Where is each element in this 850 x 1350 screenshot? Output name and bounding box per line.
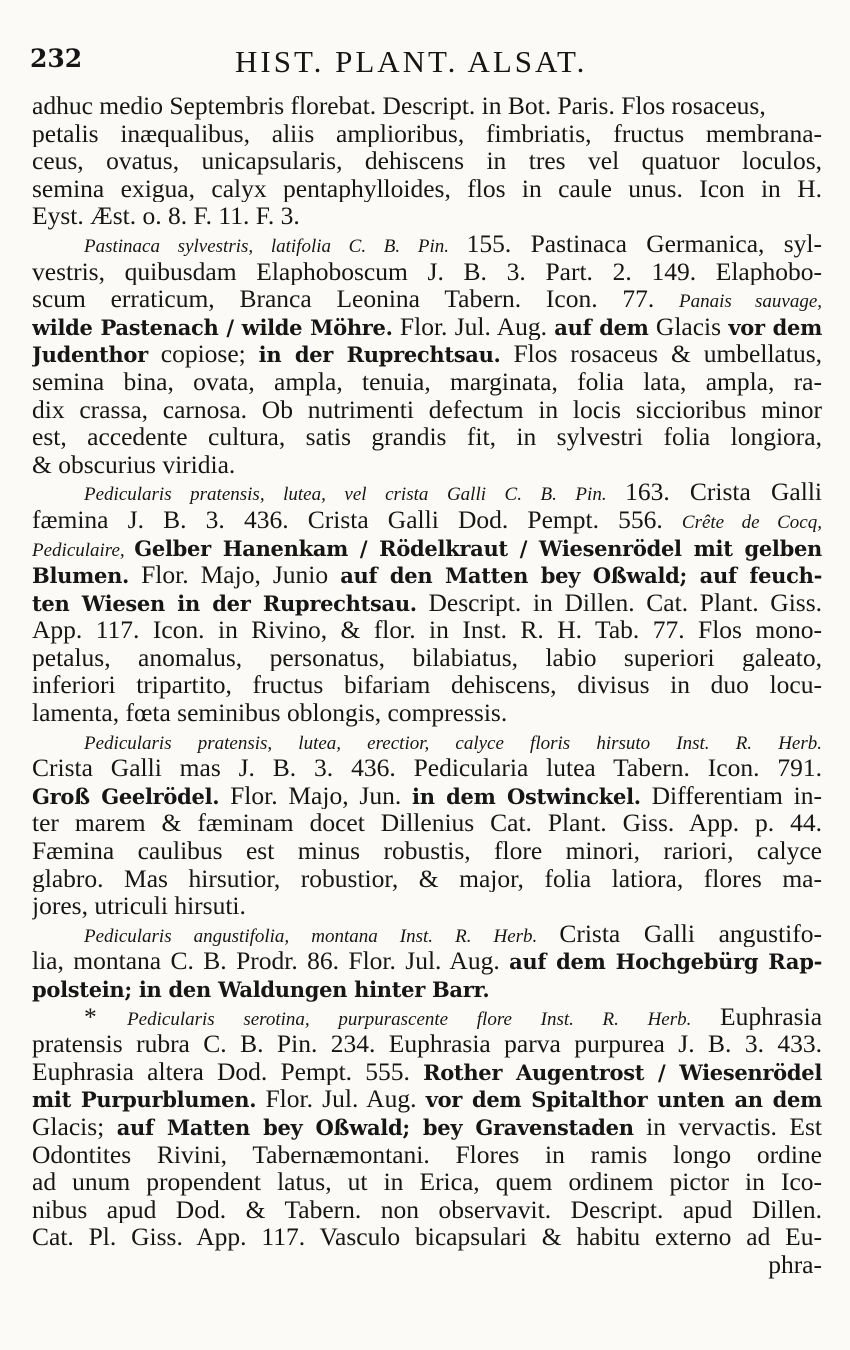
roman-run: semina exigua, calyx pentaphylloides, flos in caule unus. Icon in H. (32, 174, 822, 203)
roman-run: Euphrasia altera Dod. Pempt. 555. (32, 1057, 424, 1086)
roman-run: Eyst. Æst. o. 8. F. 11. F. 3. (32, 202, 300, 230)
text-line (32, 230, 822, 258)
roman-run: vestris, quibusdam Elaphoboscum J. B. 3. Part. 2. 149. Elaphobo- (32, 257, 822, 286)
text-line (32, 809, 822, 837)
text-line (32, 423, 822, 451)
fraktur-run: vor dem Spitalthor unten an dem (425, 1087, 822, 1113)
text-line (32, 396, 822, 424)
text-line (32, 534, 822, 562)
roman-run: Flor. Jul. Aug. (256, 1085, 426, 1113)
page-number: 232 (30, 44, 83, 73)
text-line (32, 1223, 822, 1251)
roman-run: Glacis; (32, 1112, 117, 1141)
roman-run: * (84, 1002, 128, 1031)
roman-run: phra- (768, 1250, 822, 1279)
fraktur-run: wilde Pastenach / wilde Möhre. (32, 314, 393, 340)
text-line (32, 1141, 822, 1169)
italic-run: Pastinaca sylvestris, latifolia C. B. Pin. (84, 235, 467, 257)
italic-run: Pedicularis pratensis, lutea, vel crista Galli C. B. Pin. (84, 484, 626, 506)
roman-run: Odontites Rivini, Tabernæmontani. Flores in ramis longo ordine (32, 1140, 822, 1169)
text-line (32, 1003, 822, 1031)
roman-run: lamenta, fœta seminibus oblongis, compressis. (32, 699, 508, 727)
text-line (32, 1251, 822, 1279)
text-line (32, 754, 822, 782)
text-line (32, 616, 822, 644)
text-line (32, 92, 822, 120)
roman-run: App. 117. Icon. in Rivino, & flor. in Inst. R. H. Tab. 77. Flos mono- (32, 616, 822, 644)
roman-run: in vervactis. Est (633, 1112, 822, 1141)
text-line (32, 506, 822, 534)
text-line (32, 1196, 822, 1224)
italic-run: Pediculaire, (32, 539, 135, 561)
fraktur-run: in der Ruprechtsau. (258, 342, 501, 368)
roman-run: scum erraticum, Branca Leonina Tabern. Icon. 77. (32, 285, 680, 313)
roman-run: Euphrasia (720, 1002, 822, 1031)
fraktur-run: ten Wiesen in der Ruprechtsau. (32, 590, 417, 616)
italic-run: Pedicularis serotina, purpurascente flore Inst. R. Herb. (127, 1008, 721, 1030)
text-line (32, 451, 822, 479)
fraktur-run: Groß Geelrödel. (32, 783, 220, 809)
text-line (32, 782, 822, 810)
text-line (32, 1030, 822, 1058)
roman-run: Fæmina caulibus est minus robustis, flore minori, rariori, calyce (32, 837, 822, 865)
italic-run: Crête de Cocq, (681, 511, 822, 533)
page-header (0, 44, 850, 84)
text-line (32, 340, 822, 368)
fraktur-run: Gelber Hanenkam / Rödelkraut / Wiesenrödel mit gelben (134, 535, 822, 561)
text-line (32, 478, 822, 506)
text-line (32, 120, 822, 148)
text-line (32, 975, 822, 1003)
text-line (32, 147, 822, 175)
text-line (32, 258, 822, 286)
fraktur-run: vor dem (728, 314, 822, 340)
roman-run: ad unum propendent latus, ut in Erica, quem ordinem pictor in Ico- (32, 1168, 822, 1196)
fraktur-run: Judenthor (32, 342, 148, 368)
text-line (32, 699, 822, 727)
roman-run: Descript. in Dillen. Cat. Plant. Giss. (416, 588, 822, 617)
roman-run: inferiori tripartito, fructus bifariam dehiscens, divisus in duo locu- (32, 671, 822, 700)
roman-run: Differentiam in- (640, 781, 822, 810)
roman-run: fæmina J. B. 3. 436. Crista Galli Dod. Pempt. 556. (32, 505, 682, 534)
roman-run: copiose; (147, 340, 259, 368)
text-line (32, 1113, 822, 1141)
roman-run: ceus, ovatus, unicapsularis, dehiscens in tres vel quatuor loculos, (32, 147, 822, 175)
roman-run: Flor. Jul. Aug. (392, 312, 555, 341)
roman-run: Cat. Pl. Giss. App. 117. Vasculo bicapsulari & habitu externo ad Eu- (32, 1223, 822, 1251)
roman-run: petalus, anomalus, personatus, bilabiatus, labio superiori galeato, (32, 643, 822, 672)
roman-run: adhuc medio Septembris florebat. Descript. in Bot. Paris. Flos rosaceus, (32, 92, 766, 120)
text-line (32, 727, 822, 755)
text-line (32, 368, 822, 396)
text-line (32, 561, 822, 589)
fraktur-run: polstein; in den Waldungen hinter Barr. (32, 977, 490, 1002)
roman-run: Flor. Majo, Junio (129, 561, 341, 589)
roman-run: petalis inæqualibus, aliis amplioribus, fimbriatis, fructus membrana- (32, 119, 822, 148)
body-text (32, 92, 822, 1279)
roman-run: jores, utriculi hirsuti. (32, 892, 246, 920)
text-line (32, 589, 822, 617)
roman-run: pratensis rubra C. B. Pin. 234. Euphrasia parva purpurea J. B. 3. 433. (32, 1030, 822, 1058)
text-line (32, 313, 822, 341)
text-line (32, 865, 822, 893)
text-line (32, 202, 822, 230)
fraktur-run: Blumen. (32, 563, 130, 589)
roman-run: Flor. Majo, Jun. (219, 781, 413, 810)
roman-run: Glacis (648, 312, 729, 341)
text-line (32, 644, 822, 672)
roman-run: glabro. Mas hirsutior, robustior, & major, folia latiora, flores ma- (32, 864, 822, 893)
fraktur-run: auf dem (554, 314, 649, 340)
fraktur-run: Rother Augentrost / Wiesenrödel (423, 1059, 822, 1085)
roman-run: est, accedente cultura, satis grandis fit, in sylvestri folia longiora, (32, 423, 822, 451)
text-line (32, 671, 822, 699)
roman-run: Crista Galli angustifo- (559, 919, 822, 948)
roman-run: 163. Crista Galli (625, 478, 822, 506)
roman-run: lia, montana C. B. Prodr. 86. Flor. Jul. Aug. (32, 947, 510, 975)
text-line (32, 1058, 822, 1086)
roman-run: Crista Galli mas J. B. 3. 436. Pedicularia lutea Tabern. Icon. 791. (32, 754, 822, 782)
text-line (32, 1085, 822, 1113)
italic-run: Panais sauvage, (679, 291, 822, 313)
fraktur-run: in dem Ostwinckel. (412, 783, 641, 809)
running-title: HIST. PLANT. ALSAT. (235, 44, 588, 79)
roman-run: semina bina, ovata, ampla, tenuia, marginata, folia lata, ampla, ra- (32, 367, 822, 396)
fraktur-run: auf den Matten bey Oßwald; auf feuch- (340, 563, 822, 589)
roman-run: Flos rosaceus & umbellatus, (500, 340, 822, 368)
roman-run: nibus apud Dod. & Tabern. non observavit. Descript. apud Dillen. (32, 1195, 822, 1224)
fraktur-run: auf dem Hochgebürg Rap- (509, 949, 822, 975)
roman-run: ter marem & fæminam docet Dillenius Cat. Plant. Giss. App. p. 44. (32, 809, 822, 838)
text-line (32, 947, 822, 975)
text-line (32, 920, 822, 948)
fraktur-run: mit Purpurblumen. (32, 1087, 257, 1113)
text-line (32, 175, 822, 203)
fraktur-run: auf Matten bey Oßwald; bey Gravenstaden (116, 1114, 634, 1140)
text-line (32, 1168, 822, 1196)
roman-run: & obscurius viridia. (32, 450, 236, 479)
text-line (32, 892, 822, 920)
italic-run: Pedicularis pratensis, lutea, erectior, calyce floris hirsuto Inst. R. Herb. (84, 732, 822, 754)
roman-run: 155. Pastinaca Germanica, syl- (466, 229, 822, 258)
text-line (32, 285, 822, 313)
italic-run: Pedicularis angustifolia, montana Inst. R. Herb. (84, 925, 560, 947)
text-line (32, 837, 822, 865)
roman-run: dix crassa, carnosa. Ob nutrimenti defectum in locis siccioribus minor (32, 395, 822, 424)
